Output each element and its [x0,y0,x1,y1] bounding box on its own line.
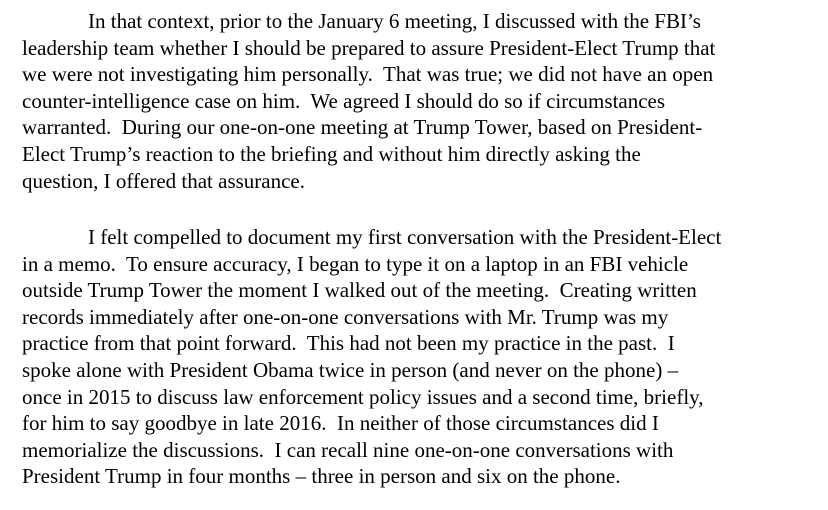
text-line: Elect Trump’s reaction to the briefing and without him directly asking the [22,141,641,166]
text-line: memorialize the discussions. I can recall nine one-on-one conversations with [22,437,674,462]
text-line: outside Trump Tower the moment I walked out of the meeting. Creating written [22,278,697,303]
text-line: leadership team whether I should be prepared to assure President-Elect Trump that [22,35,716,60]
text-line: in a memo. To ensure accuracy, I began to type it on a laptop in an FBI vehicle [22,251,689,276]
text-line: counter-intelligence case on him. We agreed I should do so if circumstances [22,88,666,113]
text-line: records immediately after one-on-one conversations with Mr. Trump was my [22,304,669,329]
paragraph-context [22,8,715,194]
text-line: spoke alone with President Obama twice in person (and never on the phone) – [22,357,679,382]
text-line: warranted. During our one-on-one meeting at Trump Tower, based on President- [22,115,703,140]
paragraph-memo [22,224,721,490]
text-line: In that context, prior to the January 6 meeting, I discussed with the FBI’s [88,9,701,33]
text-line: once in 2015 to discuss law enforcement policy issues and a second time, briefly, [22,384,704,409]
text-line: for him to say goodbye in late 2016. In neither of those circumstances did I [22,411,659,436]
text-line: President Trump in four months – three in person and six on the phone. [22,464,621,489]
text-line: question, I offered that assurance. [22,168,306,193]
text-line: we were not investigating him personally. That was true; we did not have an open [22,62,714,87]
text-line: practice from that point forward. This had not been my practice in the past. I [22,331,675,356]
text-line: I felt compelled to document my first conversation with the President-Elect [88,225,722,249]
